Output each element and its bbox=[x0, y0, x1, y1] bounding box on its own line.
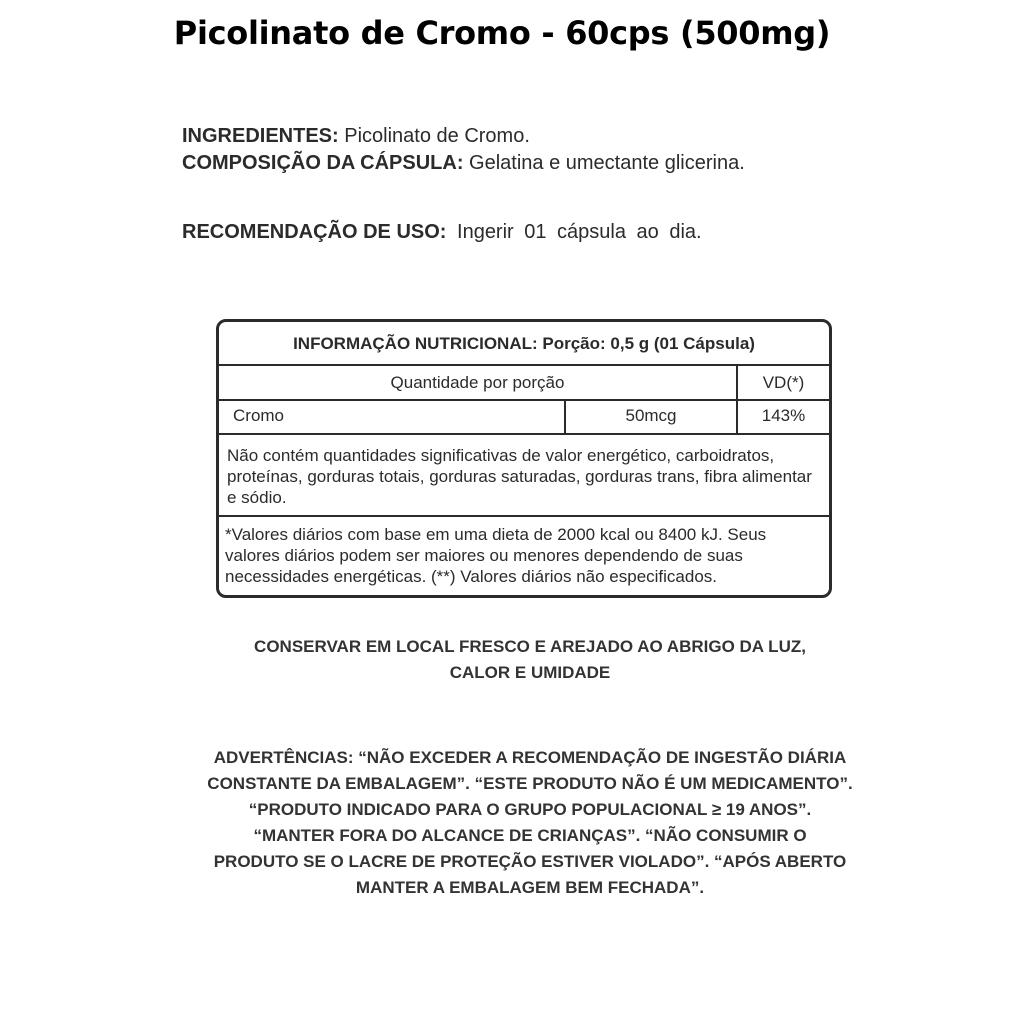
ingredients-line bbox=[182, 123, 530, 149]
warning-line: ADVERTÊNCIAS: “NÃO EXCEDER A RECOMENDAÇÃO DE INGESTÃO DIÁRIA bbox=[213, 748, 847, 767]
warning-line: “MANTER FORA DO ALCANCE DE CRIANÇAS”. “NÃO CONSUMIR O bbox=[253, 826, 807, 845]
ingredients-value: Picolinato de Cromo. bbox=[338, 125, 530, 147]
nutrition-column-headers bbox=[219, 366, 829, 401]
page-title: Picolinato de Cromo - 60cps (500mg) bbox=[173, 14, 831, 52]
nutrition-table-header: INFORMAÇÃO NUTRICIONAL: Porção: 0,5 g (01 Cápsula) bbox=[219, 322, 829, 366]
capsule-composition-line bbox=[182, 150, 745, 176]
ingredients-label: INGREDIENTES: bbox=[182, 125, 339, 147]
warning-line: PRODUTO SE O LACRE DE PROTEÇÃO ESTIVER VIOLADO”. “APÓS ABERTO bbox=[213, 852, 847, 871]
storage-line: CONSERVAR EM LOCAL FRESCO E AREJADO AO ABRIGO DA LUZ, bbox=[254, 637, 806, 656]
capsule-composition-value: Gelatina e umectante glicerina. bbox=[463, 152, 745, 174]
warnings-block bbox=[0, 745, 1024, 901]
nutrient-amount: 50mcg bbox=[566, 401, 738, 433]
column-daily-value: VD(*) bbox=[762, 373, 805, 392]
capsule-composition-label: COMPOSIÇÃO DA CÁPSULA: bbox=[182, 152, 464, 174]
usage-recommendation-label: RECOMENDAÇÃO DE USO: bbox=[182, 221, 447, 243]
nutrient-daily-value: 143% bbox=[761, 406, 806, 425]
warning-line: CONSTANTE DA EMBALAGEM”. “ESTE PRODUTO NÃO É UM MEDICAMENTO”. bbox=[207, 774, 853, 793]
nutrition-facts-table bbox=[216, 319, 832, 598]
table-row bbox=[219, 401, 829, 435]
daily-values-footnote: *Valores diários com base em uma dieta de 2000 kcal ou 8400 kJ. Seus valores diários podem ser maiores ou menores dependendo de suas necessidades energéticas. (**) Valores diários não especificados. bbox=[225, 525, 767, 586]
warning-line: “PRODUTO INDICADO PARA O GRUPO POPULACIONAL ≥ 19 ANOS”. bbox=[248, 800, 812, 819]
column-quantity-per-serving: Quantidade por porção bbox=[219, 366, 738, 399]
storage-line: CALOR E UMIDADE bbox=[449, 663, 611, 682]
usage-recommendation-value: Ingerir 01 cápsula ao dia. bbox=[446, 221, 702, 243]
not-significant-note: Não contém quantidades significativas de valor energético, carboidratos, proteínas, gorduras totais, gorduras saturadas, gorduras trans, fibra alimentar e sódio. bbox=[219, 435, 829, 517]
nutrient-name: Cromo bbox=[219, 401, 566, 433]
storage-instructions bbox=[0, 634, 1024, 686]
warning-line: MANTER A EMBALAGEM BEM FECHADA”. bbox=[355, 878, 705, 897]
usage-recommendation-line bbox=[182, 219, 702, 245]
